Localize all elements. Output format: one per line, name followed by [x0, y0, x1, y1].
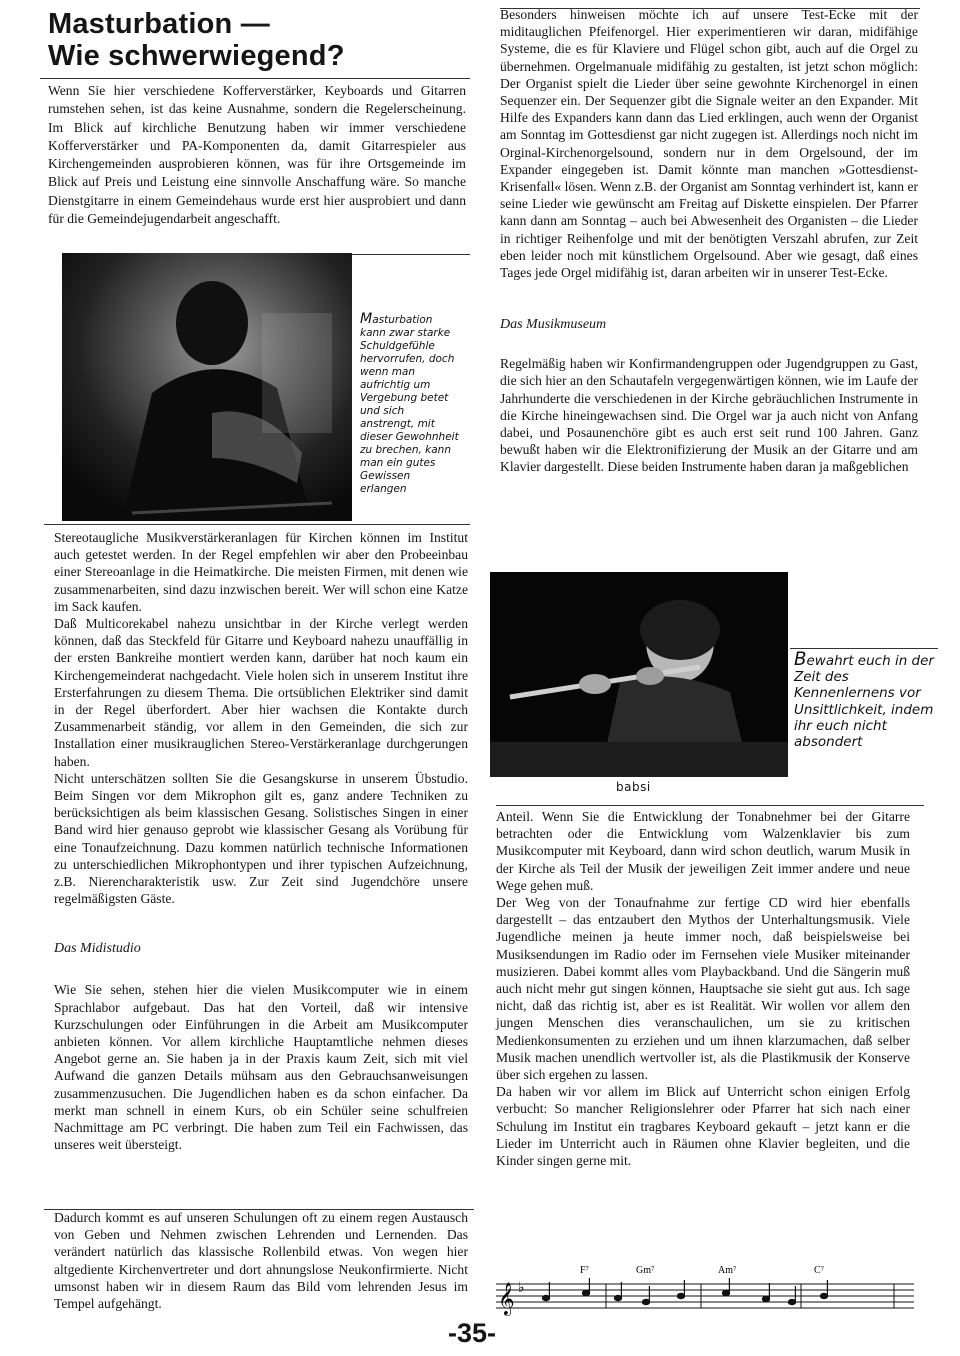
- section-title-midistudio: Das Midistudio: [54, 941, 141, 957]
- caption-1-text: asturbation kann zwar starke Schuldgefühle hervorrufen, doch wenn man aufrichtig um Vergebung betet und sich anstrengt, mit dieser Gewohnheit zu brechen, kann man ein gutes Gewissen erlangen: [360, 314, 459, 495]
- caption-masturbation: [360, 313, 460, 496]
- left-column-intro: [48, 82, 466, 228]
- right-column-body: [496, 808, 910, 1169]
- page-number: -35-: [448, 1318, 497, 1348]
- paragraph-multicore: Daß Multicorekabel nahezu unsichtbar in der Kirche verlegt werden können, daß das Steckfeld für Gitarre und Keyboard nahezu unauffällig in der ersten Bankreihe montiert werden kann, darüber hat noch kaum ein Kirchengemeinderat nachgedacht. Viele holen sich in unserem Institut ihre Ersterfahrungen zu diesem Thema. Die ortsüblichen Elektriker sind damit in der Regel überfordert. Aber hier wachsen die Kontakte durch Zusammenarbeit ständig, vor allem in den Gemeinden, die sich zur Installation einer musikrauglichen Stereo-Verstärkeranlage durchgerungen haben.: [54, 616, 468, 769]
- paragraph-anteil: Anteil. Wenn Sie die Entwicklung der Tonabnehmer bei der Gitarre betrachten oder die Entwicklung vom Walzenklavier bis zum Musikcomputer mit Keyboard, dann wird schon deutlich, warum Musik in der Kirche als Teil der Musik der jeweiligen Zeit immer andere und neue Wege gehen muß.: [496, 809, 910, 893]
- paragraph-gesangskurse: Nicht unterschätzen sollten Sie die Gesangskurse in unserem Übstudio. Beim Singen vor dem Mikrophon gilt es, ganz andere Techniken zu berücksichtigen als beim klassischen Gesang. Solistisches Singen in einer Band wird hier genauso geprobt wie klassischer Gesang als Vorübung für eine Tonaufzeichnung. Dazu kommen natürlich technische Informationen zu unterschiedlichen Mikrophontypen und ihrer typischen Aufzeichnung, z.B. Nierencharakteristik usw. Zur Zeit sind Jugendchöre unsere regelmäßigsten Gäste.: [54, 770, 468, 907]
- photo-flute-player: [490, 572, 788, 777]
- photo-man-in-window: [62, 253, 352, 521]
- treble-clef-icon: 𝄞: [498, 1282, 515, 1315]
- paragraph-midistudio: Wie Sie sehen, stehen hier die vielen Musikcomputer wie in einem Sprachlabor aufgebaut. Das hat den Vorteil, daß wir intensive Kurzschulungen oder Einführungen in die Arbeit am Musikcomputer anbieten können. Vor allem kirchliche Hauptamtliche nehmen dieses Angebot gerne an. Sie haben ja in der Praxis kaum Zeit, sich mit viel Aufwand die ganzen Details mühsam aus den Gebrauchsanweisungen zusammenzusuchen. Die Jugendlichen haben es da schon einfacher. Da merkt man schnell in einem Kurs, ob ein Schüler seine schulfreien Nachmittage am PC verbringt. Die haben zum Teil ein Fachwissen, das unseres weit übersteigt.: [54, 982, 468, 1153]
- chord-label-4: C⁷: [814, 1265, 825, 1276]
- chord-label-1: F⁷: [580, 1265, 590, 1276]
- left-column-body: [54, 529, 468, 1154]
- paragraph-test-ecke: Besonders hinweisen möchte ich auf unsere Test-Ecke mit der miditauglichen Pfeifenorgel. Hier experimentieren wir daran, midifähige Systeme, die es für Klaviere und Flügel schon gibt, auch auf die Orgel zu übernehmen. Orgelmanuale midifähig zu gestalten, ist jetzt schon möglich: Der Organist spielt die Lieder über seine gewohnte Kirchenorgel in einen Sequenzer ein. Der Sequenzer gibt die Signale weiter an den Expander. Mit Hilfe des Expanders kann dann das Lied erklingen, auch wenn der Organist am Sonntag im Gottesdienst gar nicht zugegen ist. Allerdings noch nicht im Orginal-Kirchenorgelsound, sondern nur in dem Orgelsound, der im Expander eingegeben ist. Damit könnte man manchen »Gottesdienst-Krisenfall« lösen. Wenn z.B. der Organist am Sonntag verhindert ist, kann er seine Lieder wie gewünscht am Freitag auf Diskette einspielen. Der Pfarrer kann dann am Sonntag – auch bei Abwesenheit des Organisten – die Lieder in richtiger Reihenfolge und mit der benötigten Verszahl abrufen, zur Zeit eben leider noch mit künstlichem Orgelsound. Aber wie gesagt, daß eines Tages jede Orgel midifähig ist, daran arbeiten wir in unserer Test-Ecke.: [500, 7, 918, 281]
- chord-label-3: Am⁷: [718, 1265, 737, 1276]
- paragraph-museum: Regelmäßig haben wir Konfirmandengruppen oder Jugendgruppen zu Gast, die sich hier an den Schautafeln vergegenwärtigen können, wie im Laufe der Jahrhunderte die verschiedenen in der Kirche gebräuchlichen Instrumente in die Kirche hineingewachsen sind. Die Orgel war ja auch nicht von Anfang dabei, und Posaunenchöre gibt es auch erst seit rund 100 Jahren. Ganz bewußt haben wir die Elektronifizierung der Musik an der Gitarre und am Klavier dargestellt. Diese beiden Instrumente haben daran ja maßgeblichen: [500, 356, 918, 475]
- paragraph-weg-zur-cd: Der Weg von der Tonaufnahme zur fertige CD wird hier ebenfalls dargestellt – das entzaubert den Mythos der Unterhaltungsmusik. Viele Jugendliche meinen ja heute immer noch, daß beispielsweise bei Musiksendungen im Radio oder im Fernsehen viele Musiker miteinander musizieren. Dabei kommt alles vom Playbackband. Und die Sängerin muß auch nicht mehr gut singen können, Hauptsache sie sieht gut aus. Ich sage nicht, daß das richtig ist, aber es ist Realität. Wir wollen vor allem den jungen Menschen dies veranschaulichen, um sie zu kritischen Medienkonsumenten zu erziehen und um ihnen klarzumachen, daß selber Musik machen unendlich wertvoller ist, als die Plastikmusik der Konserve über sich ergehen zu lassen.: [496, 895, 910, 1083]
- chord-label-2: Gm⁷: [636, 1265, 655, 1276]
- photo-2-bottom-rule: [496, 805, 924, 806]
- music-staff-svg: [496, 1260, 916, 1320]
- music-staff-illustration: [496, 1260, 916, 1320]
- caption-2-initial: B: [794, 649, 807, 670]
- right-column-top: [500, 6, 918, 476]
- photo-flute-player-image: [490, 572, 788, 777]
- article-headline: [48, 8, 468, 72]
- photo-1-bottom-rule: [44, 524, 470, 525]
- photo-credit: babsi: [616, 780, 651, 794]
- left-column-end: [54, 1209, 468, 1312]
- paragraph-schulungen: Dadurch kommt es auf unseren Schulungen oft zu einem regen Austausch von Geben und Nehmen zwischen Lehrenden und Lernenden. Das verändert natürlich das klassische Rollenbild etwas. Von wegen hier altgediente Kirchenvertreter und dort ahnungslose Neukonfirmierte. Nicht umsonst haben wir in diesem Raum das Bild vom lehrenden Jesus im Tempel aufgehängt.: [54, 1210, 468, 1312]
- photo-man-in-window-image: [62, 253, 352, 521]
- section-title-musikmuseum: Das Musikmuseum: [500, 317, 607, 333]
- caption-bewahrt: [794, 649, 934, 751]
- headline-line-2: Wie schwerwiegend?: [48, 40, 345, 72]
- paragraph-stereo: Stereotaugliche Musikverstärkeranlagen für Kirchen können im Institut auch getestet werden. In der Regel empfehlen wir aber den Probeeinbau einer Stereoanlage in die Heimatkirche. Die meisten Firmen, mit denen wie zusammenarbeiten, sind dazu inzwischen bereit. Wer will schon eine Katze im Sack kaufen.: [54, 530, 468, 614]
- headline-line-1: Masturbation —: [48, 8, 270, 40]
- caption-1-initial: M: [360, 311, 373, 327]
- caption-2-text: ewahrt euch in der Zeit des Kennenlernens vor Unsittlichkeit, indem ihr euch nicht absondert: [794, 653, 934, 751]
- flat-sign-icon: ♭: [518, 1280, 525, 1296]
- headline-rule: [40, 78, 470, 79]
- paragraph-intro: Wenn Sie hier verschiedene Kofferverstärker, Keyboards und Gitarren rumstehen sehen, ist das keine Ausnahme, sondern die Regelerscheinung. Im Blick auf kirchliche Benutzung haben wir immer verschiedene Kofferverstärker und PA-Komponenten da, damit Gitarrespieler aus Kirchengemeinden ausprobieren können, was für ihre Ortsgemeinde im Blick auf Preis und Leistung eine sinnvolle Anschaffung wäre. So manche Dienstgitarre in einem Gemeindehaus wurde erst hier ausprobiert und dann für die Gemeindejugendarbeit angeschafft.: [48, 83, 466, 227]
- caption-2-rule: [790, 648, 938, 649]
- paragraph-unterricht: Da haben wir vor allem im Blick auf Unterricht schon einigen Erfolg verbucht: So mancher Religionslehrer oder Pfarrer hat sich nach einer Schulung im Institut ein tragbares Keyboard gekauft – jetzt kann er die Lieder im Unterricht auch in Räumen ohne Klavier begleiten, und die Kinder singen gerne mit.: [496, 1084, 910, 1169]
